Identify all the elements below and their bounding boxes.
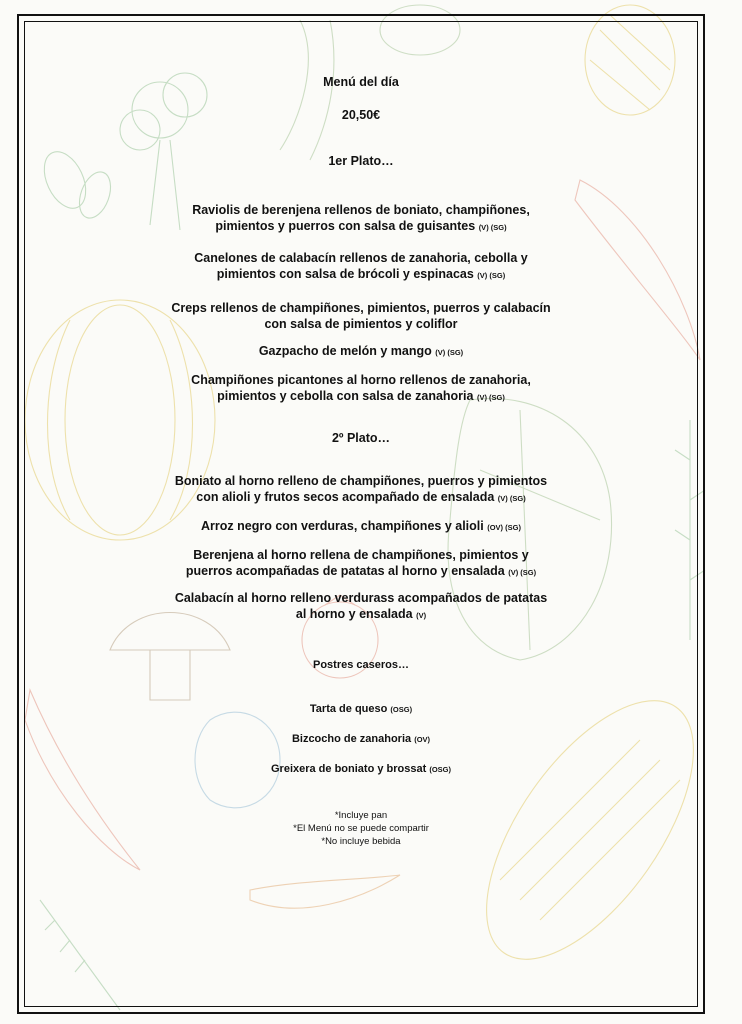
dish-tag: (OV) (SG): [487, 523, 521, 532]
dish-item: Calabacín al horno relleno verdurass acompañados de patatas al horno y ensalada (V): [174, 591, 548, 621]
dish-tag: (V) (SG): [508, 568, 537, 577]
section-heading-first-course: 1er Plato…: [328, 154, 394, 168]
dish-tag: (OSG): [429, 765, 451, 774]
dish-item: Arroz negro con verduras, champiñones y alioli (OV) (SG): [201, 519, 521, 533]
dish-item: Gazpacho de melón y mango (V) (SG): [258, 344, 464, 358]
dish-tag: (V) (SG): [477, 271, 506, 280]
menu-title: Menú del día: [323, 75, 399, 89]
dish-item: Boniato al horno relleno de champiñones, puerros y pimientos con alioli y frutos secos acompañado de ensalada (V) (SG): [174, 474, 548, 504]
menu-price: 20,50€: [341, 108, 381, 122]
dish-tag: (OV): [414, 735, 431, 744]
dish-tag: (V) (SG): [476, 393, 505, 402]
section-heading-second-course: 2º Plato…: [331, 431, 391, 445]
dish-tag: (OSG): [390, 705, 413, 714]
dish-item: Canelones de calabacín rellenos de zanahoria, cebolla y pimientos con salsa de brócoli y espinacas (V) (SG): [194, 251, 528, 281]
menu-card: [25, 22, 697, 1006]
dish-tag: (V): [416, 611, 427, 620]
dish-item: Raviolis de berenjena rellenos de boniato, champiñones, pimientos y puerros con salsa de guisantes (V) (SG): [192, 203, 530, 233]
section-heading-desserts: Postres caseros…: [313, 659, 409, 671]
dish-item: Creps rellenos de champiñones, pimientos, puerros y calabacín con salsa de pimientos y coliflor: [171, 301, 551, 331]
note-no-drinks: *No incluye bebida: [321, 836, 401, 847]
dish-item: Bizcocho de zanahoria (OV): [291, 733, 431, 745]
dish-item: Greixera de boniato y brossat (OSG): [270, 763, 451, 775]
note-no-sharing: *El Menú no se puede compartir: [293, 823, 429, 834]
dish-item: Berenjena al horno rellena de champiñones, pimientos y puerros acompañadas de patatas al horno y ensalada (V) (SG): [185, 548, 537, 578]
note-bread: *Incluye pan: [334, 810, 388, 821]
dish-tag: (V) (SG): [435, 348, 464, 357]
dish-item: Champiñones picantones al horno rellenos de zanahoria, pimientos y cebolla con salsa de zanahoria (V) (SG): [191, 373, 531, 403]
dish-tag: (V) (SG): [497, 494, 526, 503]
dish-item: Tarta de queso (OSG): [309, 703, 413, 715]
dish-tag: (V) (SG): [478, 223, 507, 232]
